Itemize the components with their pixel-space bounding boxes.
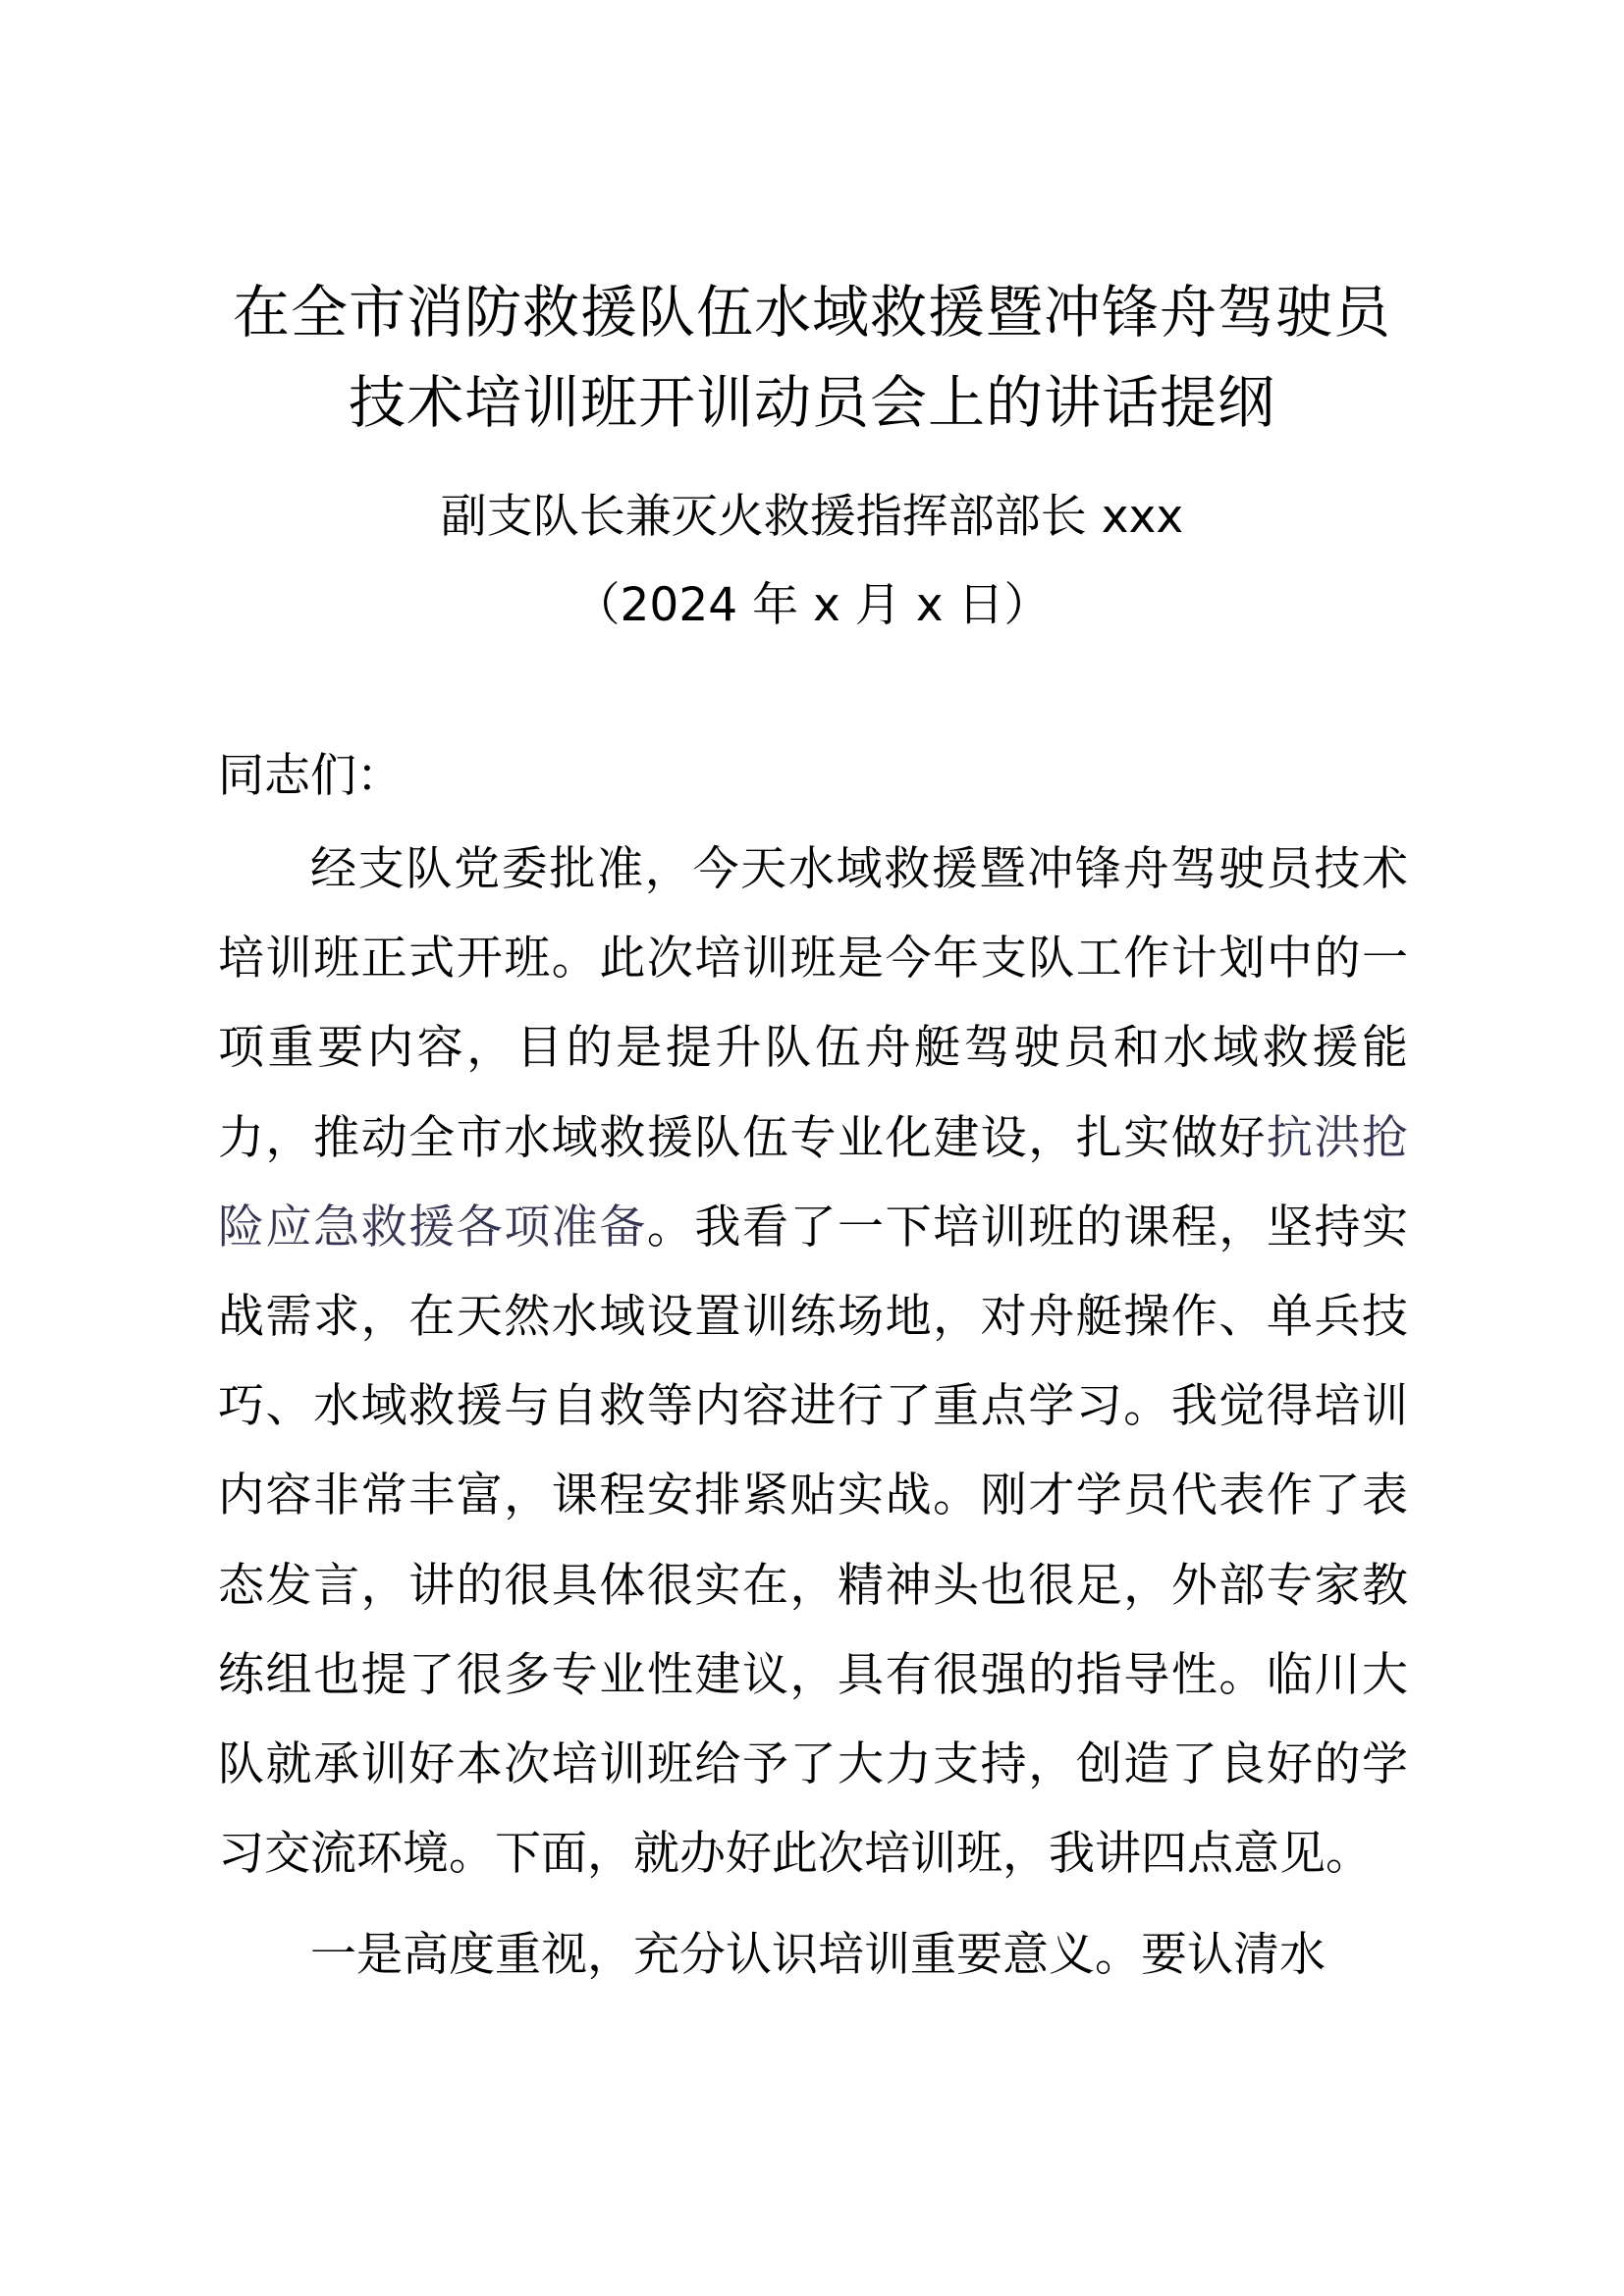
paragraph-1-text-a: 经支队党委批准，今天水域救援暨冲锋舟驾驶员技术培训班正式开班。此次培训班是今年支队工作计划中的一项重要内容，目的是提升队伍舟艇驾驶员和水域救援能力，推动全市水域救援队伍专业化建设，扎实做好 [218,842,1408,1165]
paragraph-1-text-b: 。我看了一下培训班的课程，坚持实战需求，在天然水域设置训练场地，对舟艇操作、单兵技巧、水域救援与自救等内容进行了重点学习。我觉得培训内容非常丰富，课程安排紧贴实战。刚才学员代表作了表态发言，讲的很具体很实在，精神头也很足，外部专家教练组也提了很多专业性建议，具有很强的指导性。临川大队就承训好本次培训班给予了大力支持，创造了良好的学习交流环境。下面，就办好此次培训班，我讲四点意见。 [218,1200,1408,1882]
title-line-1: 在全市消防救援队伍水域救援暨冲锋舟驾驶员 [232,279,1391,346]
title-line-2: 技术培训班开训动员会上的讲话提纲 [348,369,1275,436]
date-line: （2024 年 x 月 x 日） [573,578,1051,632]
body-paragraph-2: 一是高度重视，充分认识培训重要意义。要认清水 [310,1928,1326,1982]
greeting: 同志们： [218,749,403,803]
author-line: 副支队长兼灭火救援指挥部部长 xxx [440,490,1184,544]
body-paragraph-1 [218,825,1408,1904]
paragraph-1-highlight: 抗洪抢险应急救援各项准备 [218,1110,1408,1255]
